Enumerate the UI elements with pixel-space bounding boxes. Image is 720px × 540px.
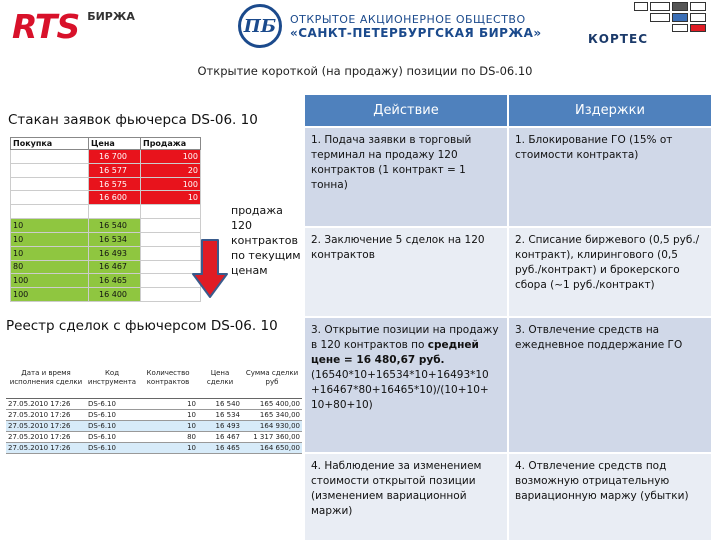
orderbook-empty-row <box>11 205 201 219</box>
orderbook-sell-row: 16 575 100 <box>11 177 201 191</box>
rts-logo <box>12 6 135 46</box>
rts-logo-text: RTS <box>12 6 80 46</box>
actions-row <box>305 226 711 316</box>
spb-logo-line1: ОТКРЫТОЕ АКЦИОНЕРНОЕ ОБЩЕСТВО <box>290 12 526 26</box>
orderbook-buy-row: 10 16 493 <box>11 246 201 260</box>
actions-row <box>305 452 711 540</box>
orderbook-header-sell: Продажа <box>141 138 201 150</box>
costs-header: Издержки <box>507 95 711 126</box>
action-cell: 3. Открытие позиции на продажу в 120 контрактов по средней цене = 16 480,67 руб. (16540*10+16534*10+16493*10 +16467*80+16465*10)/(10+10+ 10+80+10) <box>305 316 507 452</box>
registry-table <box>6 358 302 454</box>
orderbook-buy-row: 10 16 540 <box>11 219 201 233</box>
orderbook-header-buy: Покупка <box>11 138 89 150</box>
orderbook-buy-row: 10 16 534 <box>11 232 201 246</box>
orderbook-buy-row: 100 16 465 <box>11 274 201 288</box>
cortes-grid-icon <box>634 2 708 32</box>
registry-row: 27.05.2010 17:26 DS-6.10 10 16 465 164 650,00 <box>8 443 300 452</box>
sell-arrow-label: продажа 120 контрактов по текущим ценам <box>231 204 301 277</box>
actions-header: Действие <box>305 95 507 126</box>
registry-row: 27.05.2010 17:26 DS-6.10 80 16 467 1 317 360,00 <box>8 432 300 441</box>
registry-row: 27.05.2010 17:26 DS-6.10 10 16 540 165 400,00 <box>8 399 300 408</box>
cost-cell: 1. Блокирование ГО (15% от стоимости контракта) <box>507 126 711 226</box>
actions-costs-table <box>305 95 711 540</box>
registry-title: Реестр сделок с фьючерсом DS-06. 10 <box>6 318 278 334</box>
orderbook-sell-row: 16 600 10 <box>11 191 201 205</box>
registry-row: 27.05.2010 17:26 DS-6.10 10 16 534 165 340,00 <box>8 410 300 419</box>
orderbook-buy-row: 100 16 400 <box>11 288 201 302</box>
cost-cell: 2. Списание биржевого (0,5 руб./контракт), клирингового (0,5 руб./контракт) и брокерского сбора (~1 руб./контракт) <box>507 226 711 316</box>
cortes-logo <box>584 2 714 46</box>
orderbook-header-price: Цена <box>89 138 141 150</box>
cortes-logo-text: КОРТЕС <box>588 32 648 46</box>
registry-header-datetime: Дата и время исполнения сделки <box>6 358 86 398</box>
action-cell: 2. Заключение 5 сделок на 120 контрактов <box>305 226 507 316</box>
spb-emblem-icon: ПБ <box>238 4 282 48</box>
down-arrow-icon <box>190 238 230 300</box>
page-title: Открытие короткой (на продажу) позиции по DS-06.10 <box>197 64 533 78</box>
registry-header-qty: Количество контрактов <box>138 358 198 398</box>
cost-cell: 4. Отвлечение средств под возможную отрицательную вариационную маржу (убытки) <box>507 452 711 540</box>
actions-row <box>305 126 711 226</box>
orderbook-table <box>10 137 201 302</box>
rts-logo-sub: БИРЖА <box>87 10 135 23</box>
average-price: средней цене = 16 480,67 руб. <box>311 339 479 366</box>
registry-header-code: Код инструмента <box>86 358 138 398</box>
registry-row: 27.05.2010 17:26 DS-6.10 10 16 493 164 930,00 <box>8 421 300 430</box>
orderbook-sell-row: 16 577 20 <box>11 163 201 177</box>
cost-cell: 3. Отвлечение средств на ежедневное поддержание ГО <box>507 316 711 452</box>
spb-exchange-logo <box>238 4 542 48</box>
action-cell: 4. Наблюдение за изменением стоимости открытой позиции (изменением вариационной маржи) <box>305 452 507 540</box>
orderbook-sell-row: 16 700 100 <box>11 150 201 164</box>
action-cell: 1. Подача заявки в торговый терминал на продажу 120 контрактов (1 контракт = 1 тонна) <box>305 126 507 226</box>
orderbook-buy-row: 80 16 467 <box>11 260 201 274</box>
registry-header-sum: Сумма сделки руб <box>242 358 302 398</box>
actions-row <box>305 316 711 452</box>
orderbook-title: Стакан заявок фьючерса DS-06. 10 <box>8 112 258 128</box>
registry-header-price: Цена сделки <box>198 358 242 398</box>
spb-logo-line2: «САНКТ-ПЕТЕРБУРГСКАЯ БИРЖА» <box>290 25 542 40</box>
